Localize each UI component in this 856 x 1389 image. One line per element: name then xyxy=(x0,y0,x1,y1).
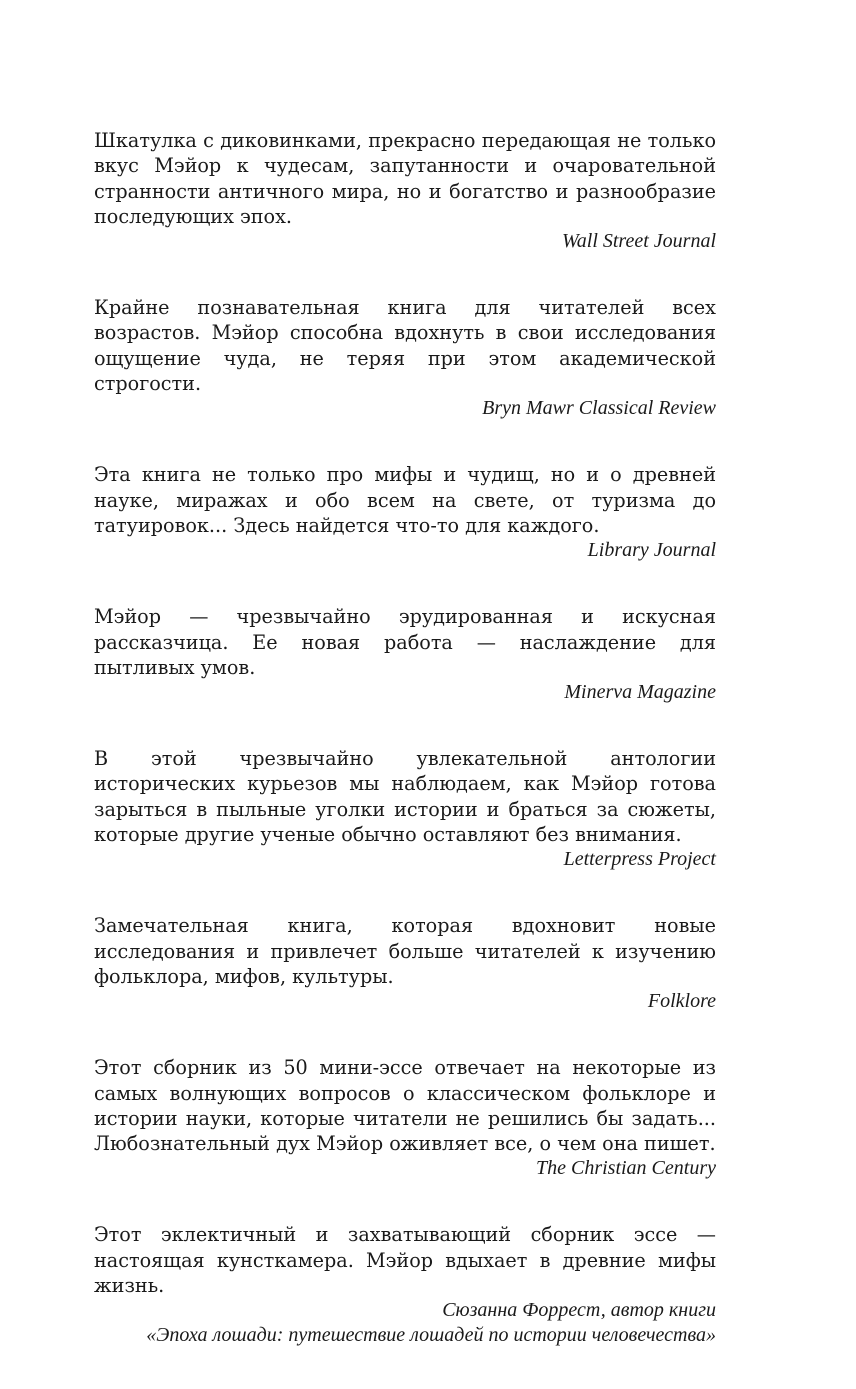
blurb-forrest xyxy=(94,1222,716,1348)
blurb-christian-century xyxy=(94,1055,716,1181)
blurb-letterpress xyxy=(94,746,716,872)
blurb-quote: В этой чрезвычайно увлекательной антологии исторических курьезов мы наблюдаем, как Мэйор готова зарыться в пыльные уголки истории и браться за сюжеты, которые другие ученые обычно оставляют без внимания. xyxy=(94,747,716,847)
blurb-quote: Этот сборник из 50 мини-эссе отвечает на некоторые из самых волнующих вопросов о классическом фольклоре и истории науки, которые читатели не решились бы задать... Любознательный дух Мэйор оживляет все, о чем она пишет. xyxy=(94,1056,716,1156)
blurb-source: Bryn Mawr Classical Review xyxy=(482,397,716,420)
blurb-source: Library Journal xyxy=(587,539,716,562)
blurb-quote: Замечательная книга, которая вдохновит новые исследования и привлечет больше читателей к изучению фольклора, мифов, культуры. xyxy=(94,914,716,988)
blurb-source: Minerva Magazine xyxy=(564,681,716,704)
blurb-quote: Эта книга не только про мифы и чудищ, но и о древней науке, миражах и обо всем на свете, от туризма до татуировок... Здесь найдется что-то для каждого. xyxy=(94,463,716,537)
blurb-quote: Крайне познавательная книга для читателей всех возрастов. Мэйор способна вдохнуть в свои исследования ощущение чуда, не теряя при этом академической строгости. xyxy=(94,296,716,396)
blurb-minerva xyxy=(94,604,716,705)
blurb-bryn-mawr xyxy=(94,295,716,421)
blurb-source: Letterpress Project xyxy=(563,848,716,871)
blurb-source-book-title: «Эпоха лошади: путешествие лошадей по истории человечества» xyxy=(146,1324,716,1347)
blurb-source xyxy=(94,1298,716,1348)
blurb-source-author: Сюзанна Форрест, автор книги xyxy=(442,1299,716,1322)
blurb-folklore xyxy=(94,913,716,1014)
blurb-quote: Этот эклектичный и захватывающий сборник эссе — настоящая кунсткамера. Мэйор вдыхает в древние мифы жизнь. xyxy=(94,1223,716,1298)
praise-page xyxy=(94,128,716,1389)
blurb-quote: Шкатулка с диковинками, прекрасно передающая не только вкус Мэйор к чудесам, запутанности и очаровательной странности античного мира, но и богатство и разнообразие последующих эпох. xyxy=(94,129,716,228)
blurb-source: Folklore xyxy=(647,990,716,1013)
blurb-source: The Christian Century xyxy=(535,1157,716,1180)
blurb-library-journal xyxy=(94,462,716,563)
blurb-wsj xyxy=(94,128,716,254)
blurb-quote: Мэйор — чрезвычайно эрудированная и искусная рассказчица. Ее новая работа — наслаждение для пытливых умов. xyxy=(94,605,716,679)
blurb-source: Wall Street Journal xyxy=(561,230,716,253)
